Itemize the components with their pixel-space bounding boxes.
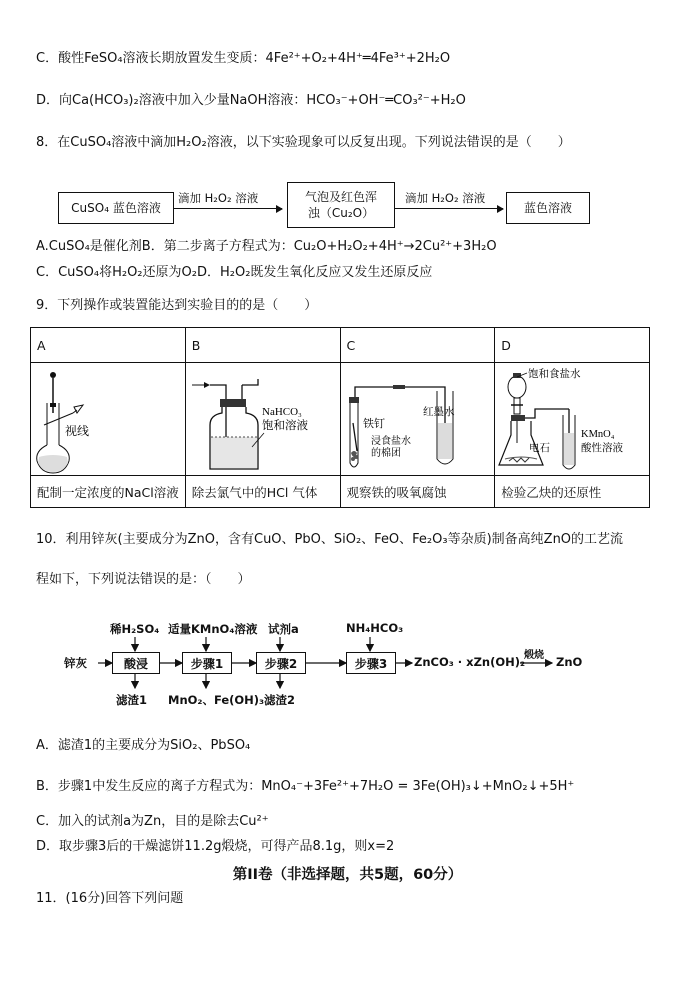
q9-c-ink-label: 红墨水 [422, 406, 454, 418]
q10-step0-box: 酸浸 [112, 652, 160, 674]
q8-box2-line2: 浊（Cu₂O） [307, 206, 375, 220]
q9-caption-a: 配制一定浓度的NaCl溶液 [31, 476, 186, 508]
q10-reagent0: 稀H₂SO₄ [110, 622, 160, 636]
q9-header-b: B [185, 328, 340, 363]
q9-header-d: D [495, 328, 650, 363]
q10-option-a: A．滤渣1的主要成分为SiO₂、PbSO₄ [36, 738, 251, 753]
q11-stem: 11．(16分)回答下列问题 [36, 891, 184, 906]
q10-reagent1: 适量KMnO₄溶液 [168, 622, 258, 636]
q10-option-c: C．加入的试剂a为Zn，目的是除去Cu²⁺ [36, 814, 269, 829]
q8-options-cd: C．CuSO₄将H₂O₂还原为O₂D．H₂O₂既发生氧化反应又发生还原反应 [36, 265, 433, 280]
q10-step2-box: 步骤2 [256, 652, 306, 674]
q10-product: ZnCO₃ · xZn(OH)₂ [414, 655, 526, 669]
q9-header-c: C [340, 328, 495, 363]
q10-residue2: MnO₂、Fe(OH)₃ [168, 693, 265, 707]
q10-step3-box: 步骤3 [346, 652, 396, 674]
q9-caption-c: 观察铁的吸氧腐蚀 [340, 476, 495, 508]
q9-d-kmno4-label: KMnO₄ [581, 429, 615, 440]
q9-d-brine-label: 饱和食盐水 [528, 368, 581, 380]
q10-residue1: 滤渣1 [116, 693, 148, 707]
q8-stem: 8．在CuSO₄溶液中滴加H₂O₂溶液，以下实验现象可以反复出现。下列说法错误的是（ ） [36, 135, 571, 150]
q9-d-stone-label: 电石 [529, 442, 551, 454]
q9-a-sight-label: 视线 [65, 424, 90, 438]
section-title: 第II卷（非选择题，共5题，60分） [232, 867, 463, 883]
q10-residue3: 滤渣2 [264, 693, 296, 707]
q8-box-cuso4: CuSO₄ 蓝色溶液 [58, 192, 174, 224]
q9-header-a: A [31, 328, 186, 363]
q8-arrow1-label: 滴加 H₂O₂ 溶液 [178, 191, 259, 205]
q10-stem-line1: 10．利用锌灰(主要成分为ZnO，含有CuO、PbO、SiO₂、FeO、Fe₂O₃等杂质)制备高纯ZnO的工艺流 [36, 532, 624, 547]
q10-reagent3: NH₄HCO₃ [346, 621, 404, 635]
q8-options-ab: A.CuSO₄是催化剂B．第二步离子方程式为：Cu₂O+H₂O₂+4H⁺→2Cu²⁺+3H₂O [36, 239, 497, 254]
q7-option-d: D．向Ca(HCO₃)₂溶液中加入少量NaOH溶液：HCO₃⁻+OH⁻═CO₃²⁻+H₂O [36, 93, 466, 108]
q9-c-cotton2-label: 的棉团 [370, 448, 401, 459]
q9-c-nail-label: 铁钉 [362, 417, 385, 430]
q10-step1-box: 步骤1 [182, 652, 232, 674]
q10-stem-line2: 程如下，下列说法错误的是：（ ） [36, 572, 251, 587]
q9-stem: 9．下列操作或装置能达到实验目的的是（ ） [36, 298, 318, 313]
q9-caption-d: 检验乙炔的还原性 [495, 476, 650, 508]
q9-c-cotton1-label: 浸食盐水 [370, 436, 411, 447]
q9-b-reagent-label: NaHCO₃ [261, 406, 302, 418]
q7-option-c: C．酸性FeSO₄溶液长期放置发生变质：4Fe²⁺+O₂+4H⁺═4Fe³⁺+2H₂O [36, 51, 451, 66]
q10-option-d: D．取步骤3后的干燥滤饼11.2g煅烧，可得产品8.1g，则x=2 [36, 839, 395, 854]
q10-option-b: B．步骤1中发生反应的离子方程式为：MnO₄⁻+3Fe²⁺+7H₂O = 3Fe(OH)₃↓+MnO₂↓+5H⁺ [36, 779, 575, 794]
q10-calcine-label: 煅烧 [524, 650, 544, 661]
q8-box-blue: 蓝色溶液 [506, 192, 590, 224]
q9-caption-b: 除去氯气中的HCl 气体 [185, 476, 340, 508]
q9-b-solution-label: 饱和溶液 [261, 418, 308, 432]
q10-final: ZnO [556, 655, 583, 669]
q10-start: 锌灰 [64, 656, 87, 670]
q8-arrow2-label: 滴加 H₂O₂ 溶液 [405, 191, 486, 205]
q9-d-acidic-label: 酸性溶液 [581, 442, 624, 454]
q10-reagent2: 试剂a [268, 622, 299, 636]
q8-box2-line1: 气泡及红色浑 [304, 190, 377, 204]
